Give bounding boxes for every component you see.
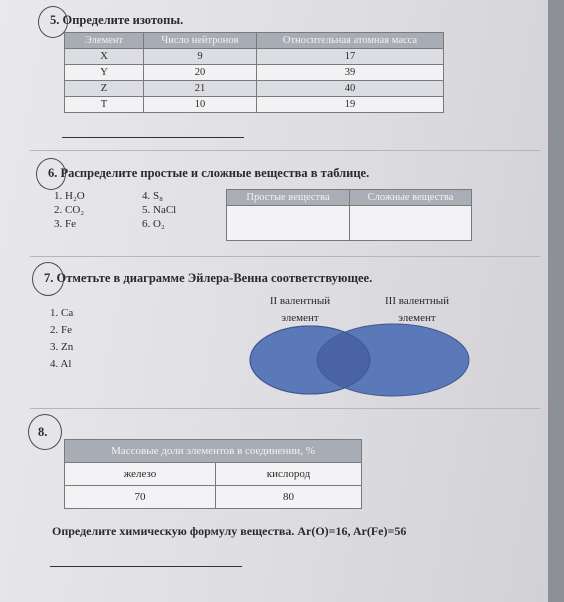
table-cell: 39 xyxy=(257,65,444,81)
task6-title: 6. Распределите простые и сложные вещества в таблице. xyxy=(48,166,370,180)
table-row xyxy=(65,65,444,81)
table-header: Простые вещества xyxy=(227,190,350,206)
task8-number: 8. xyxy=(38,425,48,439)
venn-label-left: II валентный элемент xyxy=(269,295,331,324)
table-cell: 70 xyxy=(65,486,216,509)
table-cell: 40 xyxy=(257,81,444,97)
table-cell: 19 xyxy=(257,97,444,113)
list-item: 6. O₂ xyxy=(142,218,165,230)
substances-table xyxy=(226,189,472,241)
list-item: 3. Zn xyxy=(50,341,74,353)
task5-title: 5. Определите изотопы. xyxy=(50,13,184,27)
list-item: 4. Al xyxy=(50,358,72,370)
table-row xyxy=(65,49,444,65)
list-item: 4. S₈ xyxy=(142,190,163,202)
table-cell: 21 xyxy=(144,81,257,97)
table-header: Число нейтронов xyxy=(144,33,257,49)
task7-title: 7. Отметьте в диаграмме Эйлера-Венна соответствующее. xyxy=(44,271,373,285)
list-item: 3. Fe xyxy=(54,218,76,230)
table-cell: 20 xyxy=(144,65,257,81)
page-edge xyxy=(548,0,564,602)
table-header: Сложные вещества xyxy=(350,190,472,206)
substance-list-right xyxy=(142,189,176,231)
table-row xyxy=(65,81,444,97)
list-item: 5. NaCl xyxy=(142,204,177,216)
section-divider xyxy=(30,408,540,409)
table-cell: кислород xyxy=(216,463,362,486)
answer-line-5[interactable] xyxy=(62,137,244,138)
element-list xyxy=(50,305,73,373)
table-header: Элемент xyxy=(65,33,144,49)
section-divider xyxy=(30,150,540,151)
table-row xyxy=(65,97,444,113)
table-cell: T xyxy=(65,97,144,113)
venn-label-right: III валентный элемент xyxy=(385,295,449,324)
list-item: 2. Fe xyxy=(50,324,72,336)
substance-list-left xyxy=(54,189,85,231)
complex-substances-cell[interactable] xyxy=(350,206,472,241)
simple-substances-cell[interactable] xyxy=(227,206,350,241)
table-cell: 9 xyxy=(144,49,257,65)
table-cell: железо xyxy=(65,463,216,486)
table-cell: 80 xyxy=(216,486,362,509)
list-item: 2. CO₂ xyxy=(54,204,85,216)
mass-fraction-table xyxy=(64,439,362,509)
venn-diagram xyxy=(240,318,480,398)
table-cell: Y xyxy=(65,65,144,81)
isotopes-table xyxy=(64,32,444,113)
table-cell: 17 xyxy=(257,49,444,65)
task8-question: Определите химическую формулу вещества. Ar(O)=16, Ar(Fe)=56 xyxy=(52,524,407,538)
list-item: 1. Ca xyxy=(50,307,74,319)
section-divider xyxy=(30,256,540,257)
answer-line-8[interactable] xyxy=(50,566,242,567)
table-cell: Z xyxy=(65,81,144,97)
table-header: Массовые доли элементов в соединении, % xyxy=(65,440,362,463)
list-item: 1. H₂O xyxy=(54,190,85,202)
table-cell: 10 xyxy=(144,97,257,113)
table-header: Относительная атомная масса xyxy=(257,33,444,49)
table-cell: X xyxy=(65,49,144,65)
